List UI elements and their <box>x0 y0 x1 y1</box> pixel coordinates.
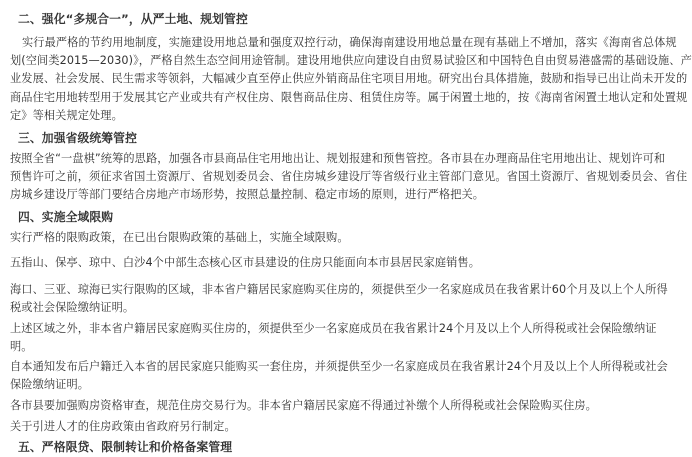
text-line: 房城乡建设厅等部门要结合房地产市场形势，按照总量控制、稳定市场的原则，进行严格把关。 <box>10 188 485 202</box>
paragraph-haikou-sanya-qionghai <box>10 281 668 317</box>
text-line: 按照全省“一盘棋”统筹的思路，加强各市县商品住宅用地出让、规划报建和预售管控。各市县在办理商品住宅用地出让、规划许可和 <box>10 152 666 165</box>
section-heading-4: 四、实施全域限购 <box>18 210 114 224</box>
paragraph-qualification-review <box>10 397 622 415</box>
text-line: 业发展、社会发展、民生需求等领斜，大幅减少直至停止供应外销商品住宅项目用地。研究出台具体措施，鼓励和指导已出让尚未开发的 <box>10 72 688 86</box>
text-line: 自本通知发布后户籍迁入本省的居民家庭只能购买一套住房，并须提供至少一名家庭成员在我省累计24个月及以上个人所得税或社会 <box>10 360 668 373</box>
text-line: 关于引进人才的住房政策由省政府另行制定。 <box>10 420 236 433</box>
text-line: 实行严格的限购政策，在已出台限购政策的基础上，实施全域限购。 <box>10 231 349 244</box>
paragraph-land-control <box>10 34 692 125</box>
text-line: 划(空间类2015—2030)》，严格自然生态空间用途管制。建设用地供应向建设自由贸易试验区和中国特色自由贸易港盛需的基础设施、产 <box>10 54 692 68</box>
paragraph-full-restriction <box>10 229 622 247</box>
text-line: 实行最严格的节约用地制度，实施建设用地总量和强度双控行动，确保海南建设用地总量在现有基础上不增加，落实《海南省总体规 <box>22 36 677 49</box>
text-line: 预售许可之前，须征求省国土资源厅、省规划委员会、省住房城乡建设厅等省级行业主管部门意见。省国土资源厅、省规划委员会、省住 <box>10 170 688 184</box>
text-line: 保险缴纳证明。 <box>10 378 90 392</box>
section-heading-2: 二、强化“多规合一”，从严土地、规划管控 <box>18 12 248 26</box>
paragraph-provincial-control <box>10 150 688 205</box>
section-heading-5: 五、严格限贷、限制转让和价格备案管理 <box>18 440 233 454</box>
paragraph-new-residents <box>10 358 668 394</box>
text-line: 上述区域之外，非本省户籍居民家庭购买住房的，须提供至少一名家庭成员在我省累计24个月及以上个人所得税或社会保险缴纳证 <box>10 322 657 335</box>
text-line: 税或社会保险缴纳证明。 <box>10 301 135 315</box>
paragraph-other-areas <box>10 320 657 356</box>
text-line: 明。 <box>10 340 33 354</box>
section-heading-3: 三、加强省级统筹管控 <box>18 131 137 145</box>
text-line: 各市县要加强购房资格审查，规范住房交易行为。非本省户籍居民家庭不得通过补缴个人所得税或社会保险购买住房。 <box>10 399 597 412</box>
text-line: 定》等相关规定处理。 <box>10 108 123 122</box>
paragraph-talent-policy <box>10 418 622 436</box>
text-line: 商品住宅用地转型用于发展其它产业或共有产权住房、限售商品住房、租赁住房等。属于闲置土地的，按《海南省闲置土地认定和处置规 <box>10 90 688 104</box>
text-line: 五指山、保亭、琼中、白沙4个中部生态核心区市县建设的住房只能面向本市县居民家庭销售。 <box>10 256 481 269</box>
text-line: 海口、三亚、琼海已实行限购的区域，非本省户籍居民家庭购买住房的，须提供至少一名家庭成员在我省累计60个月及以上个人所得 <box>10 283 668 296</box>
paragraph-central-counties <box>10 254 622 272</box>
